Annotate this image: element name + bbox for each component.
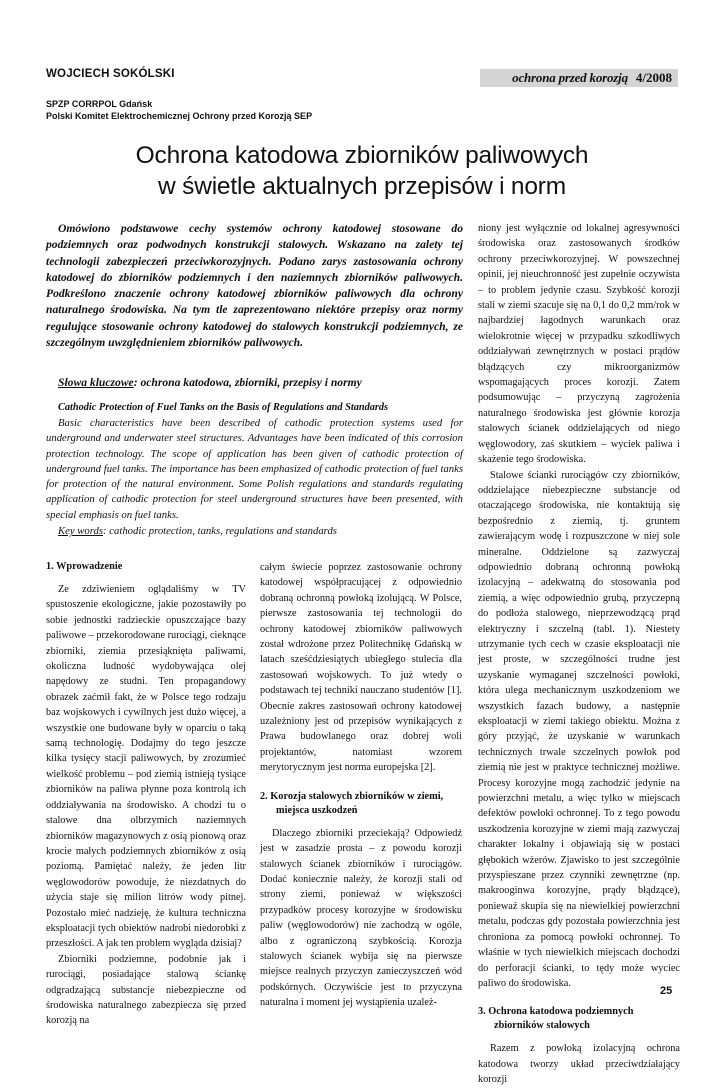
body-column-2 [260, 560, 462, 1011]
english-title: Cathodic Protection of Fuel Tanks on the Basis of Regulations and Standards [58, 402, 389, 413]
keywords-english-label: Key words [58, 525, 104, 537]
body-column-3 [478, 221, 680, 1088]
keywords-polish-label: Słowa kluczowe [58, 376, 134, 389]
page-number: 25 [660, 985, 673, 997]
section-2-heading [260, 790, 462, 818]
affiliation-block [46, 98, 312, 122]
abstract-polish: Omówiono podstawowe cechy systemów ochrony katodowej stosowane do podziemnych oraz podwodnych konstrukcji stalowych. Wskazano na zalety tej technologii zabezpieczeń przeciwkorozyjnych. Podano zarys zastosowania ochrony katodowej do zbiorników podziemnych i den naziemnych zbiorników paliwowych. Podkreślono znaczenie ochrony katodowej zbiorników paliwowych dla ochrony naturalnego środowiska. Na tym tle zaprezentowano niektóre przepisy oraz normy regulujące stosowanie ochrony katodowej do stalowych konstrukcji podziemnych, ze szczególnym uwzględnieniem zbiorników paliwowych. [46, 222, 463, 350]
article-title [40, 140, 684, 202]
section-3-heading-line-1: 3. Ochrona katodowa podziemnych [478, 1006, 634, 1018]
abstract-english: Basic characteristics have been described of cathodic protection systems used for underground and underwater steel structures. Advantages have been indicated of this corrosion protection technology. The scope of application has been given of cathodic protection of underground fuel tanks. The importance has been emphasized of cathodic protection of fuel tanks for protection of the natural environment. Some Polish regulations and standards regulating application of cathodic protection for steel underground structures have been presented, with special emphasis on fuel tanks. [46, 417, 463, 521]
journal-issue: 4/2008 [635, 70, 672, 85]
section-1-paragraph-1: Ze zdziwieniem oglądaliśmy w TV spustoszenie ekologiczne, jakie pozostawiły po sobie jednostki radzieckie opuszczające bazy paliwowe – przekorodowane rurociągi, cieknące zbiorniki, ziemia przesiąknięta paliwami, okoliczna ludność wydobywająca olej napędowy ze studni. Ten propagandowy obrazek zaćmił fakt, że w Polsce tego rodzaju baz wojskowych i cywilnych jest dużo więcej, a wszystkie one budowane były w oparciu o taką samą technologię. Dodajmy do tego jeszcze kilka tysięcy stacji paliwowych, by zrozumieć wielkość problemu – pod ziemią istnieją tysiące zbiorników na paliwa płynne poza kontrolą ich oddziaływania na środowisko. A chodzi tu o stalowe dna olbrzymich naziemnych zbiorników magazynowych z osią pionową oraz krocie małych podziemnych zbiorników z osią poziomą. Pamiętać należy, że jeden litr węglowodorów powoduje, że niezdatnych do użycia staje się milion litrów wody pitnej. Pozostało mieć nadzieję, że kultura techniczna eksploatacji tych obiektów nadrobi niedorobki z przeszłości. A jak ten problem wygląda dzisiaj? [46, 584, 246, 950]
article-title-line-1: Ochrona katodowa zbiorników paliwowych [135, 142, 589, 169]
author-name: WOJCIECH SOKÓLSKI [46, 68, 175, 80]
section-2-heading-line-1: 2. Korozja stalowych zbiorników w ziemi, [260, 790, 444, 802]
article-title-line-2: w świetle aktualnych przepisów i norm [158, 173, 566, 200]
journal-name: ochrona przed korozją [512, 70, 628, 85]
keywords-polish-list: : ochrona katodowa, zbiorniki, przepisy i normy [133, 376, 362, 389]
section-1-heading: 1. Wprowadzenie [46, 561, 123, 572]
section-3-heading-line-2: zbiorników stalowych [494, 1020, 590, 1032]
keywords-english [58, 525, 463, 537]
column-3-paragraph-2: Stalowe ścianki rurociągów czy zbiorników, oddzielające niebezpieczne substancje od otaczającego środowiska, nie kontaktują się bezpośrednio z ziemią, tj. gruntem zawierającym wodę i rozpuszczone w niej sole mineralne. Oddzielone są zazwyczaj odpowiednio dobraną ochronną powłoką izolacyjną – adekwatną do stosowania pod ziemią, a więc odpowiednio grubą, przyczepną do podłoża stalowego, nieprzewodzącą prąd elektryczny i szczelną (tabl. 1). Niestety utrzymanie tych cech w czasie eksploatacji nie jest proste, w szczególności trudne jest uzyskanie wymaganej szczelności powłoki, która ulega mechanicznym uszkodzeniom we wszystkich fazach budowy, a następnie eksploatacji w ziemi takiego obiektu. Można z góry przyjąć, że uzyskanie w warunkach technicznych trwale szczelnych powłok pod ziemią nie jest w praktyce technicznej możliwe. Procesy korozyjne mogą zachodzić jedynie na powierzchni metalu, a więc tylko w miejscach defektów powłoki ochronnej. To z tego powodu uszkodzenia korozyjne w ziemi mają zazwyczaj charakter lokalny i objawiają się w postaci głębokich wżerów. Zjawisko to jest szczególnie przyspieszane przez czynniki zewnętrzne (np. makrooginwa korozyjne, prądy błądzące), ponieważ skupia się na niewielkiej powierzchni metalu, podczas gdy pozostała powierzchnia jest chroniona za pomocą powłoki ochronnej. To właśnie w tych niewielkich miejscach dochodzi do perforacji ścianki, to tędy może wyciec paliwo do środowiska. [478, 469, 680, 989]
section-1-paragraph-2: Zbiorniki podziemne, podobnie jak i rurociągi, posiadające stalową ściankę odgradzającą substancje niebezpieczne od środowiska naturalnego zabezpiecza się przed korozją na [46, 953, 246, 1027]
journal-header-box [480, 69, 678, 87]
section-3-heading [478, 1005, 680, 1033]
section-2-paragraph-1: Dlaczego zbiorniki przeciekają? Odpowiedź jest w zasadzie prosta – z powodu korozji stalowych ścianek zbiorników i rurociągów. Dodać koniecznie należy, że korozji stali od strony ziemi, ponieważ w większości przypadków procesy korozyjne w środowisku paliw (węglowodorów) nie zachodzą w ogóle, albo z ograniczoną szybkością. Korozja stalowych ścianek wybija się na pierwsze miejsce realnych przyczyn zanieczyszczeń wód podskórnych. Oczywiście jest to przyczyna naturalna i moment jej wystąpienia uzależ- [260, 827, 462, 1009]
keywords-english-list: : cathodic protection, tanks, regulations and standards [103, 525, 337, 537]
keywords-polish [58, 376, 463, 389]
affiliation-committee: Polski Komitet Elektrochemicznej Ochrony przed Korozją SEP [46, 111, 313, 121]
body-column-1 [46, 560, 246, 1029]
section-2-heading-line-2: miejsca uszkodzeń [276, 804, 358, 816]
column-2-paragraph-1: całym świecie poprzez zastosowanie ochrony katodowej współpracującej z odpowiednio dobraną ochronną powłoką izolującą. W Polsce, pierwsze zastosowania tej technologii do ochrony katodowej zbiorników paliwowych został wdrożone przez Politechnikę Gdańską w latach sześćdziesiątych ubiegłego stulecia dla zastosowań wojskowych. To już wtedy o podstawach tej techniki nauczano studentów [1]. Obecnie zakres zastosowań ochrony katodowej uzależniony jest od przepisów wynikających z Prawa budowlanego oraz dobrej woli projektantów, natomiast wzorem merytorycznym jest norma europejska [2]. [260, 562, 462, 774]
affiliation-company: SPZP CORRPOL Gdańsk [46, 99, 153, 109]
section-3-paragraph-1: Razem z powłoką izolacyjną ochrona katodowa tworzy układ przeciwdziałający korozji [478, 1043, 680, 1086]
column-3-paragraph-1: niony jest wyłącznie od lokalnej agresywności środowiska oraz zastosowanych środków ochrony przeciwkorozyjnej. W powszechnej opinii, jej nieuchronność jest zupełnie oczywista – to problem jedynie czasu. Szybkość korozji stali w ziemi szacuje się na 0,1 do 0,2 mm/rok w najbardziej łagodnych warunkach oraz wielokrotnie więcej w przypadku szkodliwych oddziaływań zewnętrznych w postaci prądów błądzących czy mikroorganizmów wspomagających proces korozji. Zatem podsumowując – przyczyną zagrożenia naturalnego środowiska jest głównie korozja stalowych ścianek oddzielających od niego węglowodory, zaś skutkiem – wyciek paliwa i skażenie tego środowiska. [478, 223, 680, 466]
